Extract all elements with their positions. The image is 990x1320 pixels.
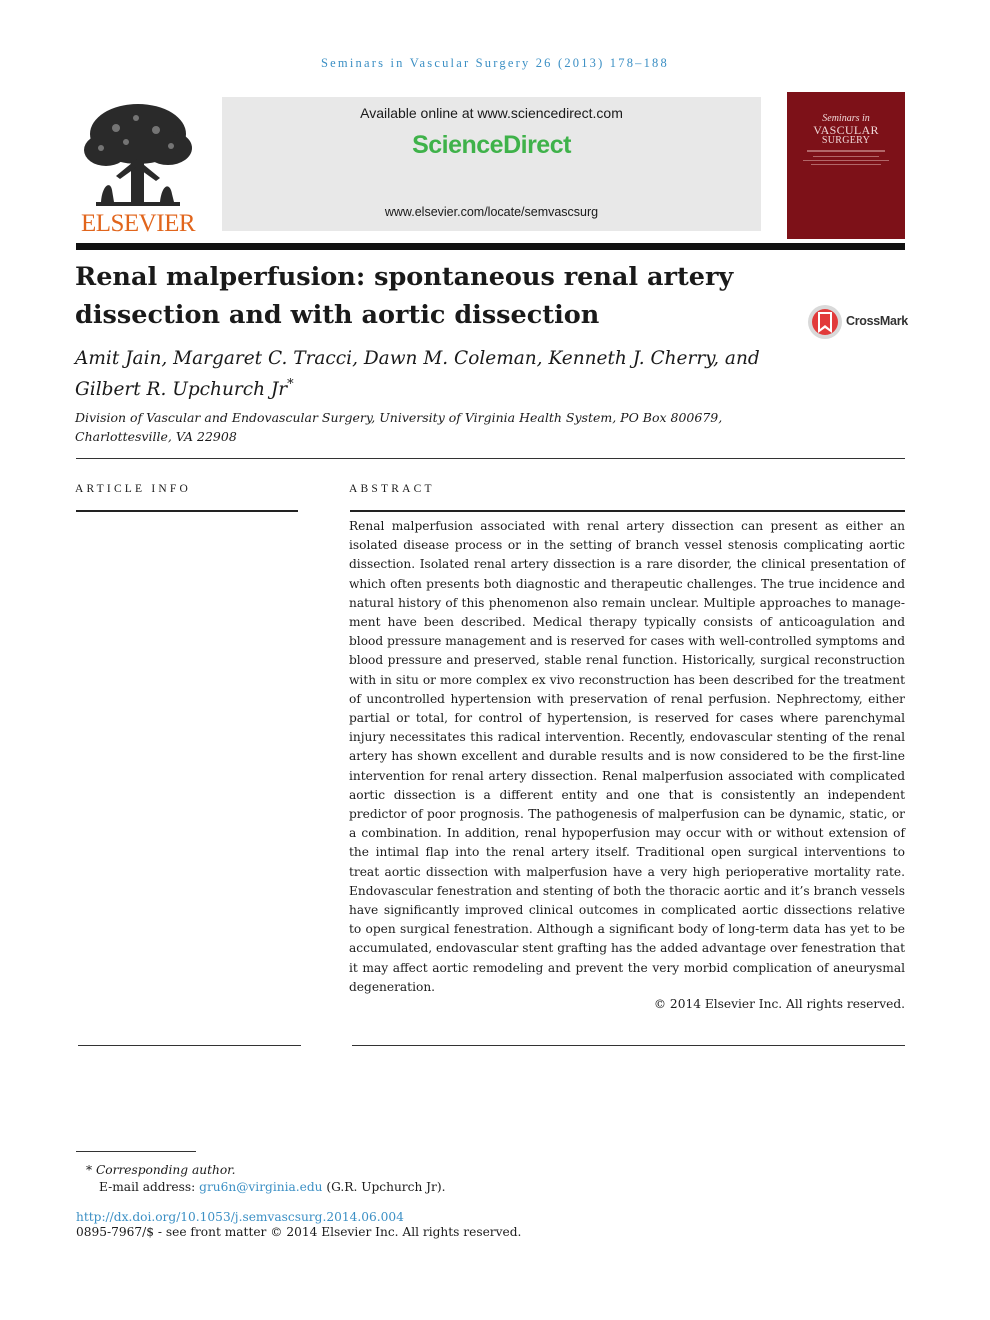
article-title: Renal malperfusion: spontaneous renal artery dissection and with aortic dissection [75, 262, 734, 330]
article-info-rule [76, 510, 298, 512]
cover-decoration [811, 164, 881, 165]
journal-cover-thumbnail [787, 92, 905, 239]
journal-homepage-link[interactable]: www.elsevier.com/locate/semvascsurg [384, 205, 599, 219]
abstract-body: Renal malperfusion associated with renal artery dissection can present as either an isolated disease process or in the setting of branch vessel stenosis complicating aortic dissection. Isolated renal artery dissection is a rare disorder, the clinical presentation of which often presents both diagnostic and therapeutic challenges. The true incidence and natural history of this phenomenon also remain unclear. Multiple approaches to management have been described. Medical therapy typically consists of anticoagulation and blood pressure management and is reserved for cases with well-controlled symptoms and blood pressure and preserved, stable renal function. Historically, surgical reconstruction with in situ or more complex ex vivo reconstruction has been described for the treatment of uncontrolled hypertension with preservation of renal perfusion. Nephrectomy, either partial or total, for control of hypertension, is reserved for cases where parenchymal injury necessitates this radical intervention. Recently, endovascular stenting of the renal artery has shown excellent and durable results and is now considered to be the first-line intervention for renal artery dissection. Renal malperfusion associated with complicated aortic dissection is a different entity and one that is consistently an independent predictor of poor prognosis. The pathogenesis of malperfusion can be dynamic, static, or a combination. In addition, renal hypoperfusion may occur with or without extension of the intimal flap into the renal artery itself. Traditional open surgical interventions to treat aortic dissection with malperfusion have a very high perioperative mortality rate. Endovascular fenestration and stenting of both the thoracic aortic and it’s branch vessels have significantly improved clinical outcomes in complicated aortic dissections relative to open surgical fenestration. Although a significant body of long-term data has yet to be accumulated, endovascular stent grafting has the added advantage over fenestration that it may affect aortic remodeling and prevent the very morbid complication of aneurysmal degeneration. [349, 519, 905, 994]
abstract-bottom-rule [352, 1045, 905, 1046]
cover-title-line3: SURGERY [821, 135, 871, 146]
author-list: Amit Jain, Margaret C. Tracci, Dawn M. Coleman, Kenneth J. Cherry, and Gilbert R. Upchurch Jr* [75, 348, 760, 401]
crossmark-label[interactable]: CrossMark [846, 314, 908, 328]
abstract-heading: ABSTRACT [349, 483, 435, 495]
journal-citation-line: Seminars in Vascular Surgery 26 (2013) 178–188 [321, 56, 669, 70]
abstract-rule [350, 510, 905, 512]
article-info-heading: ARTICLE INFO [75, 483, 191, 495]
email-owner: (G.R. Upchurch Jr). [322, 1180, 446, 1194]
corresponding-author-note: * Corresponding author. [86, 1163, 236, 1177]
corresponding-author-mark: * [287, 377, 294, 392]
cover-decoration [803, 160, 889, 161]
section-rule [76, 458, 905, 459]
author-affiliation: Division of Vascular and Endovascular Surgery, University of Virginia Health System, PO Box 800679, Charlottesville, VA 22908 [75, 410, 723, 444]
issn-line: 0895-7967/$ - see front matter © 2014 Elsevier Inc. All rights reserved. [76, 1225, 522, 1239]
cover-title-line2: VASCULAR [813, 123, 879, 137]
cover-decoration [813, 156, 879, 157]
cover-decoration [807, 150, 885, 152]
header-rule [76, 243, 905, 250]
available-online-text: Available online at www.sciencedirect.com [360, 105, 623, 121]
footnote-rule [76, 1151, 196, 1152]
email-link[interactable]: gru6n@virginia.edu [199, 1180, 323, 1194]
doi-link[interactable]: http://dx.doi.org/10.1053/j.semvascsurg.2014.06.004 [76, 1210, 404, 1224]
sciencedirect-logo[interactable]: ScienceDirect [412, 131, 571, 159]
cover-title-line1: Seminars in [822, 113, 870, 124]
abstract-copyright: © 2014 Elsevier Inc. All rights reserved. [653, 997, 905, 1011]
article-info-bottom-rule [78, 1045, 301, 1046]
email-footnote [99, 1180, 446, 1194]
elsevier-wordmark: ELSEVIER [80, 210, 196, 237]
email-label: E-mail address: [99, 1180, 200, 1194]
